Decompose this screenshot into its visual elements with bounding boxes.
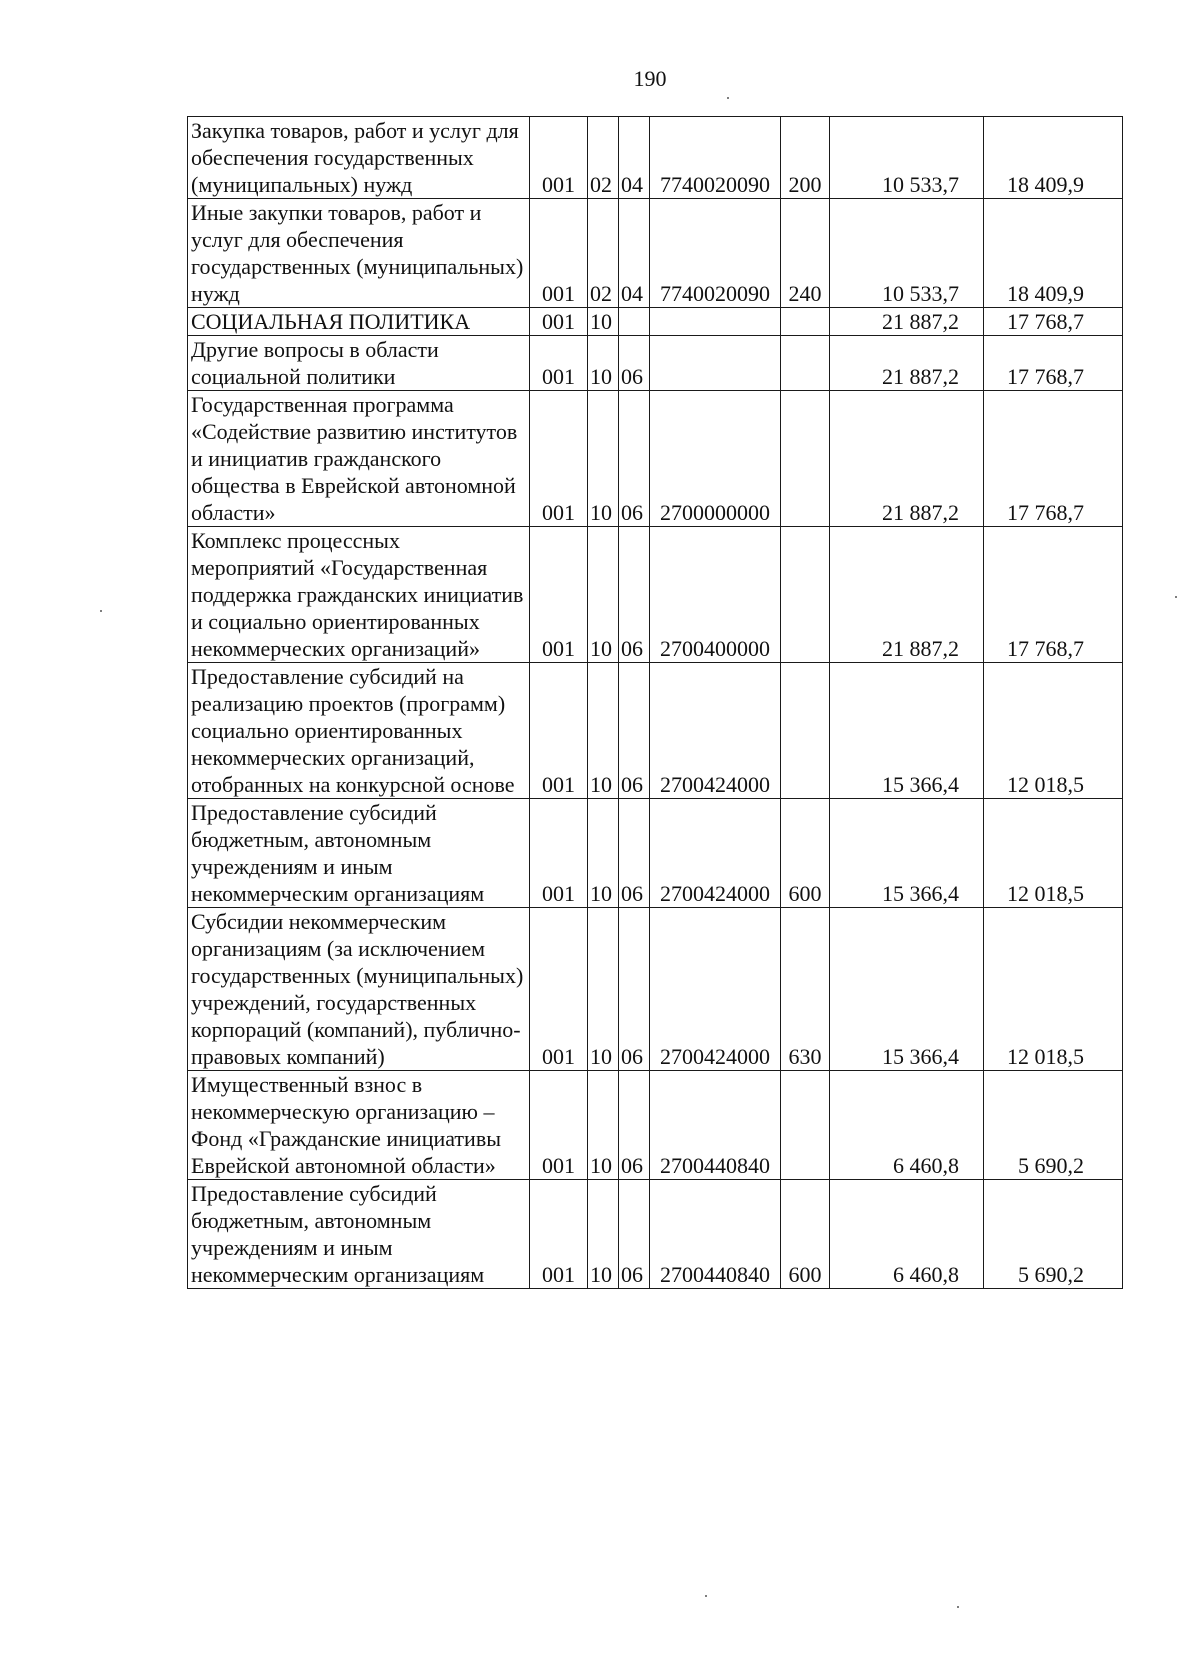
expense-type-code-cell xyxy=(781,391,830,527)
expense-type-code-cell: 240 xyxy=(781,199,830,308)
target-item-code-cell: 2700424000 xyxy=(650,799,781,908)
row-name-cell: Государственная программа «Содействие развитию институтов и инициатив гражданского общества в Еврейской автономной области» xyxy=(188,391,530,527)
target-item-code-cell: 2700424000 xyxy=(650,663,781,799)
subsection-code-cell: 06 xyxy=(619,1180,650,1289)
section-code-cell: 10 xyxy=(588,527,619,663)
row-name-cell: СОЦИАЛЬНАЯ ПОЛИТИКА xyxy=(188,308,530,336)
ministry-code-cell: 001 xyxy=(530,799,588,908)
target-item-code-cell: 2700000000 xyxy=(650,391,781,527)
ministry-code-cell: 001 xyxy=(530,527,588,663)
target-item-code-cell: 2700400000 xyxy=(650,527,781,663)
subsection-code-cell: 06 xyxy=(619,799,650,908)
table-row xyxy=(188,336,1123,391)
ministry-code-cell: 001 xyxy=(530,199,588,308)
amount-2-cell: 17 768,7 xyxy=(984,336,1123,391)
section-code-cell: 10 xyxy=(588,391,619,527)
subsection-code-cell: 04 xyxy=(619,199,650,308)
row-name-cell: Предоставление субсидий на реализацию проектов (программ) социально ориентированных некоммерческих организаций, отобранных на конкурсной основе xyxy=(188,663,530,799)
row-name-cell: Субсидии некоммерческим организациям (за исключением государственных (муниципальных) учреждений, государственных корпораций (компаний), публично-правовых компаний) xyxy=(188,908,530,1071)
amount-1-cell: 6 460,8 xyxy=(830,1071,984,1180)
section-code-cell: 10 xyxy=(588,336,619,391)
row-name-cell: Иные закупки товаров, работ и услуг для обеспечения государственных (муниципальных) нужд xyxy=(188,199,530,308)
expense-type-code-cell xyxy=(781,527,830,663)
table-row xyxy=(188,799,1123,908)
subsection-code-cell: 06 xyxy=(619,1071,650,1180)
expense-type-code-cell: 630 xyxy=(781,908,830,1071)
table-row xyxy=(188,1180,1123,1289)
row-name-cell: Другие вопросы в области социальной политики xyxy=(188,336,530,391)
scan-speck xyxy=(957,1606,959,1608)
row-name-cell: Комплекс процессных мероприятий «Государственная поддержка гражданских инициатив и социально ориентированных некоммерческих организаций» xyxy=(188,527,530,663)
section-code-cell: 10 xyxy=(588,799,619,908)
row-name-cell: Предоставление субсидий бюджетным, автономным учреждениям и иным некоммерческим организациям xyxy=(188,799,530,908)
ministry-code-cell: 001 xyxy=(530,1180,588,1289)
table-row xyxy=(188,117,1123,199)
ministry-code-cell: 001 xyxy=(530,117,588,199)
amount-2-cell: 17 768,7 xyxy=(984,391,1123,527)
section-code-cell: 10 xyxy=(588,1180,619,1289)
subsection-code-cell: 06 xyxy=(619,527,650,663)
target-item-code-cell xyxy=(650,308,781,336)
expense-type-code-cell xyxy=(781,336,830,391)
budget-table xyxy=(187,116,1123,1289)
amount-1-cell: 21 887,2 xyxy=(830,391,984,527)
target-item-code-cell: 2700440840 xyxy=(650,1071,781,1180)
amount-2-cell: 17 768,7 xyxy=(984,308,1123,336)
amount-1-cell: 15 366,4 xyxy=(830,908,984,1071)
section-code-cell: 10 xyxy=(588,663,619,799)
amount-2-cell: 5 690,2 xyxy=(984,1180,1123,1289)
ministry-code-cell: 001 xyxy=(530,308,588,336)
subsection-code-cell: 06 xyxy=(619,663,650,799)
target-item-code-cell: 2700440840 xyxy=(650,1180,781,1289)
expense-type-code-cell: 600 xyxy=(781,1180,830,1289)
amount-1-cell: 21 887,2 xyxy=(830,308,984,336)
amount-1-cell: 10 533,7 xyxy=(830,117,984,199)
amount-2-cell: 18 409,9 xyxy=(984,199,1123,308)
row-name-cell: Закупка товаров, работ и услуг для обеспечения государственных (муниципальных) нужд xyxy=(188,117,530,199)
section-code-cell: 10 xyxy=(588,308,619,336)
subsection-code-cell: 06 xyxy=(619,391,650,527)
table-row xyxy=(188,308,1123,336)
target-item-code-cell: 7740020090 xyxy=(650,117,781,199)
target-item-code-cell: 2700424000 xyxy=(650,908,781,1071)
amount-2-cell: 18 409,9 xyxy=(984,117,1123,199)
ministry-code-cell: 001 xyxy=(530,663,588,799)
amount-2-cell: 5 690,2 xyxy=(984,1071,1123,1180)
scan-speck xyxy=(727,97,729,99)
page-number: 190 xyxy=(633,66,667,91)
amount-2-cell: 17 768,7 xyxy=(984,527,1123,663)
subsection-code-cell: 06 xyxy=(619,908,650,1071)
table-row xyxy=(188,1071,1123,1180)
amount-2-cell: 12 018,5 xyxy=(984,663,1123,799)
expense-type-code-cell xyxy=(781,308,830,336)
target-item-code-cell xyxy=(650,336,781,391)
amount-1-cell: 6 460,8 xyxy=(830,1180,984,1289)
ministry-code-cell: 001 xyxy=(530,336,588,391)
table-row xyxy=(188,908,1123,1071)
row-name-cell: Имущественный взнос в некоммерческую организацию – Фонд «Гражданские инициативы Еврейской автономной области» xyxy=(188,1071,530,1180)
subsection-code-cell: 04 xyxy=(619,117,650,199)
amount-1-cell: 21 887,2 xyxy=(830,527,984,663)
section-code-cell: 10 xyxy=(588,1071,619,1180)
subsection-code-cell xyxy=(619,308,650,336)
table-row xyxy=(188,391,1123,527)
expense-type-code-cell: 200 xyxy=(781,117,830,199)
amount-1-cell: 21 887,2 xyxy=(830,336,984,391)
amount-1-cell: 10 533,7 xyxy=(830,199,984,308)
subsection-code-cell: 06 xyxy=(619,336,650,391)
amount-2-cell: 12 018,5 xyxy=(984,908,1123,1071)
ministry-code-cell: 001 xyxy=(530,908,588,1071)
ministry-code-cell: 001 xyxy=(530,391,588,527)
table-row xyxy=(188,527,1123,663)
scan-speck xyxy=(1175,596,1177,598)
table-row xyxy=(188,199,1123,308)
expense-type-code-cell xyxy=(781,1071,830,1180)
amount-1-cell: 15 366,4 xyxy=(830,663,984,799)
scan-speck xyxy=(100,610,102,612)
table-row xyxy=(188,663,1123,799)
section-code-cell: 10 xyxy=(588,908,619,1071)
expense-type-code-cell: 600 xyxy=(781,799,830,908)
section-code-cell: 02 xyxy=(588,117,619,199)
target-item-code-cell: 7740020090 xyxy=(650,199,781,308)
amount-1-cell: 15 366,4 xyxy=(830,799,984,908)
row-name-cell: Предоставление субсидий бюджетным, автономным учреждениям и иным некоммерческим организациям xyxy=(188,1180,530,1289)
amount-2-cell: 12 018,5 xyxy=(984,799,1123,908)
ministry-code-cell: 001 xyxy=(530,1071,588,1180)
expense-type-code-cell xyxy=(781,663,830,799)
section-code-cell: 02 xyxy=(588,199,619,308)
table-body xyxy=(188,117,1123,1289)
scan-speck xyxy=(705,1595,707,1597)
